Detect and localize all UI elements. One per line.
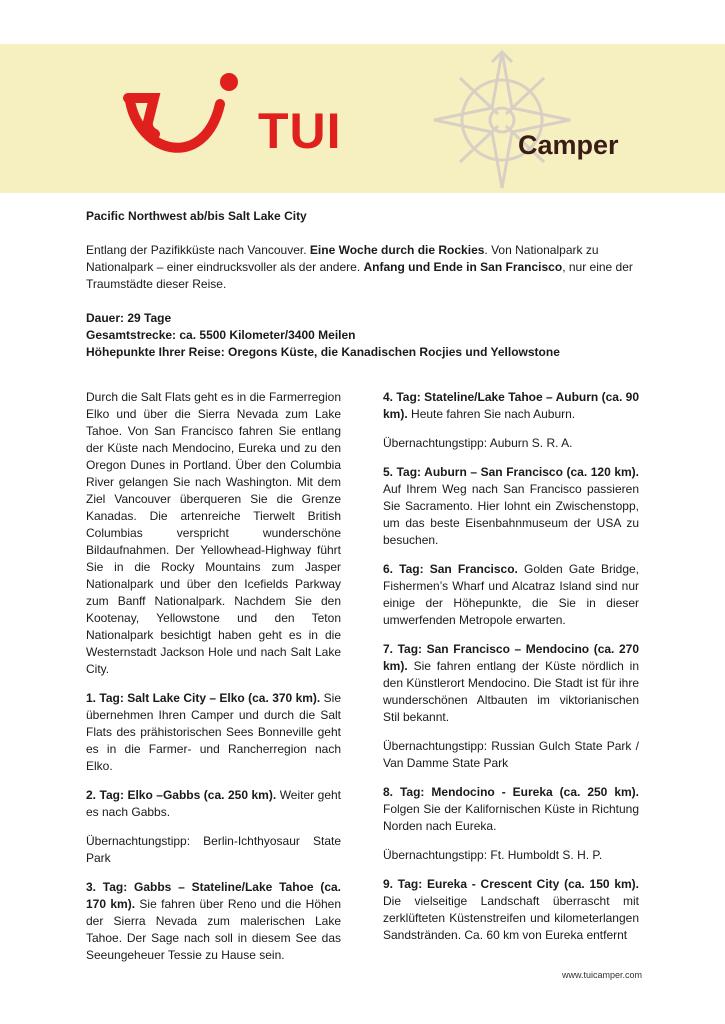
day-8-text: Folgen Sie der Kalifornischen Küste in Richtung Norden nach Eureka. (383, 802, 639, 833)
day-9-text: Die vielseitige Landschaft überrascht mit zerklüfteten Küstenstreifen und kilometerlangen Sandstränden. Ca. 60 km von Eureka entfernt (383, 894, 639, 942)
total-distance: Gesamtstrecke: ca. 5500 Kilometer/3400 Meilen (86, 328, 356, 342)
intro-text-3: , nur eine der Traumstädte dieser Reise. (86, 260, 633, 291)
day-2-text: Weiter geht es nach Gabbs. (86, 788, 341, 819)
day-6 (383, 561, 639, 629)
tour-title: Pacific Northwest ab/bis Salt Lake City (86, 209, 307, 223)
header-band (0, 44, 725, 193)
day-4-heading: 4. Tag: Stateline/Lake Tahoe – Auburn (ca. 90 km). (383, 390, 639, 421)
day-1 (86, 690, 341, 775)
day-8-heading: 8. Tag: Mendocino - Eureka (ca. 250 km). (383, 785, 639, 799)
day-1-text: Sie übernehmen Ihren Camper und durch die Salt Flats des prähistorischen Sees Bonneville geht es in die Farmer- und Rancherregion nach Elko. (86, 691, 341, 773)
highlights: Höhepunkte Ihrer Reise: Oregons Küste, die Kanadischen Rocjies und Yellowstone (86, 345, 560, 359)
day-7 (383, 641, 639, 726)
intro-text-2: . Von Nationalpark zu Nationalpark – einer eindrucksvoller als der andere. (86, 243, 599, 274)
day-7-text: Sie fahren entlang der Küste nördlich in den Künstlerort Mendocino. Die Stadt ist für ihre wunderschönen Altbauten im viktorianischen Stil bekannt. (383, 659, 639, 724)
day-6-text: Golden Gate Bridge, Fishermen’s Wharf und Alcatraz Island sind nur einige der Höhepunkte, die Sie in dieser umwerfenden Metropole erwarten. (383, 562, 639, 627)
day-2-heading: 2. Tag: Elko –Gabbs (ca. 250 km). (86, 788, 277, 802)
tour-facts (86, 310, 642, 361)
day-5-heading: 5. Tag: Auburn – San Francisco (ca. 120 km). (383, 465, 639, 479)
duration: Dauer: 29 Tage (86, 311, 172, 325)
day-9 (383, 876, 639, 944)
day-5 (383, 464, 639, 549)
day-2-tip: Übernachtungstipp: Berlin-Ichthyosaur State Park (86, 834, 341, 865)
day-1-heading: 1. Tag: Salt Lake City – Elko (ca. 370 km). (86, 691, 321, 705)
day-4-text: Heute fahren Sie nach Auburn. (407, 407, 576, 421)
day-3-heading: 3. Tag: Gabbs – Stateline/Lake Tahoe (ca. 170 km). (86, 880, 341, 911)
day-2 (86, 787, 341, 821)
intro-paragraph (86, 242, 642, 293)
tui-smile-logo-icon (120, 70, 240, 170)
intro-section (86, 208, 642, 361)
day-3-text: Sie fahren über Reno und die Höhen der Sierra Nevada zum malerischen Lake Tahoe. Der Sage nach soll in diesem See das Seeungeheuer Tessie zu Hause sein. (86, 897, 342, 962)
day-4 (383, 389, 639, 423)
day-8 (383, 784, 639, 835)
day-3 (86, 879, 341, 964)
day-4-tip: Übernachtungstipp: Auburn S. R. A. (383, 436, 573, 450)
route-summary: Durch die Salt Flats geht es in die Farmerregion Elko und über die Sierra Nevada zum Lake Tahoe. Von San Francisco fahren Sie entlang der Küste nach Mendocino, Eureka und zu den Oregon Dunes in Portland. Über den Columbia River gelangen Sie nach Washington. Mit dem Ziel Vancouver überqueren Sie die Grenze Kanadas. Die artenreiche Tierwelt British Columbias verspricht wunderschöne Bildaufnahmen. Der Yellowhead-Highway führt Sie in die Rocky Mountains zum Jasper Nationalpark und über den Icefields Parkway zum Banff Nationalpark. Nachdem Sie den Kootenay, Yellowstone und den Teton Nationalpark besichtigt haben geht es in die Westernstadt Jackson Hole und nach Salt Lake City. (86, 390, 341, 676)
left-column (86, 389, 341, 976)
camper-label: Camper (518, 130, 619, 160)
day-9-heading: 9. Tag: Eureka - Crescent City (ca. 150 km). (383, 877, 639, 891)
day-7-tip: Übernachtungstipp: Russian Gulch State Park / Van Damme State Park (383, 739, 639, 770)
intro-bold-1: Eine Woche durch die Rockies (309, 243, 485, 257)
day-7-heading: 7. Tag: San Francisco – Mendocino (ca. 270 km). (383, 642, 639, 673)
compass-rose-icon (430, 48, 575, 193)
intro-text-1: Entlang der Pazifikküste nach Vancouver. (86, 243, 307, 257)
intro-bold-2: Anfang und Ende in San Francisco (363, 260, 563, 274)
day-6-heading: 6. Tag: San Francisco. (383, 562, 518, 576)
right-column (383, 389, 639, 956)
website-link[interactable]: www.tuicamper.com (562, 970, 643, 980)
tui-wordmark: TUI (258, 103, 342, 159)
day-5-text: Auf Ihrem Weg nach San Francisco passieren Sie Sacramento. Hier lohnt ein Zwischenstopp, um das beste Eisenbahnmuseum der USA zu besuchen. (383, 482, 639, 547)
day-8-tip: Übernachtungstipp: Ft. Humboldt S. H. P. (383, 848, 603, 862)
